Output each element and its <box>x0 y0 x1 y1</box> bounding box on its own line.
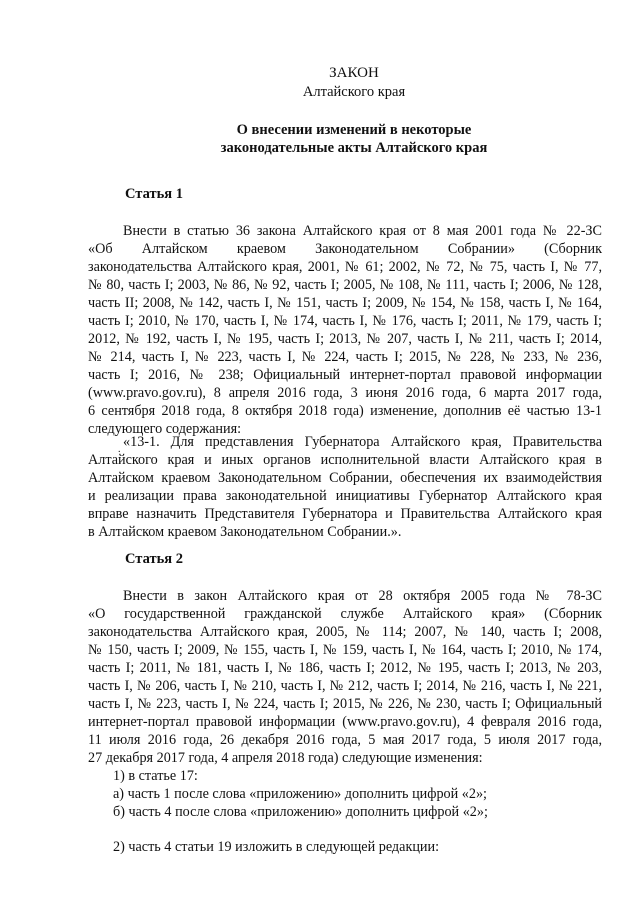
article-1-paragraph <box>88 222 602 438</box>
scan-mark: . <box>118 444 121 455</box>
article-1-quote <box>88 433 602 541</box>
text-line: (www.pravo.gov.ru), 8 апреля 2016 года, 3 июня 2016 года, 6 марта 2017 года, <box>88 385 602 401</box>
text-line: часть I; 2016, № 238; Официальный интернет-портал правовой информации <box>88 367 602 383</box>
text-line: № 150, часть I; 2009, № 155, часть I, № 159, часть I, № 164, часть I; 2010, № 174, <box>88 642 602 658</box>
text-line: 2012, № 192, часть I, № 195, часть I; 2013, № 207, часть I, № 211, часть I; 2014, <box>88 331 602 347</box>
list-item: б) часть 4 после слова «приложению» дополнить цифрой «2»; <box>113 804 488 820</box>
text-line: Алтайском краевом Законодательном Собрании, обеспечения их взаимодействия <box>88 470 602 486</box>
text-line: часть I; 2011, № 181, часть I, № 186, часть I; 2012, № 195, часть I; 2013, № 203, <box>88 660 602 676</box>
text-line: вправе назначить Представителя Губернатора и Правительства Алтайского края <box>88 506 602 522</box>
text-line: законодательства Алтайского края, 2005, № 114; 2007, № 140, часть I; 2008, <box>88 624 602 640</box>
text-line: Внести в статью 36 закона Алтайского края от 8 мая 2001 года № 22-ЗС <box>123 223 602 239</box>
law-title: ЗАКОН <box>329 65 379 81</box>
text-line: 27 декабря 2017 года, 4 апреля 2018 года) следующие изменения: <box>88 750 483 766</box>
text-line: № 80, часть I; 2003, № 86, № 92, часть I; 2005, № 108, № 111, часть I; 2006, № 128, <box>88 277 602 293</box>
list-item: 1) в статье 17: <box>113 768 198 784</box>
law-subject-line-1: О внесении изменений в некоторые <box>236 122 472 138</box>
text-line: часть II; 2008, № 142, часть I, № 151, часть I; 2009, № 154, № 158, часть I, № 164, <box>88 295 602 311</box>
article-2-heading: Статья 2 <box>125 551 183 567</box>
text-line: следующего содержания: <box>88 421 242 437</box>
text-line: № 214, часть I, № 223, часть I, № 224, часть I; 2015, № 228, № 233, № 236, <box>88 349 602 365</box>
article-2-paragraph <box>88 587 602 767</box>
text-line: часть I; 2010, № 170, часть I, № 174, часть I, № 176, часть I; 2011, № 179, часть I; <box>88 313 602 329</box>
text-line: и реализации права законодательной инициативы Губернатор Алтайского края <box>88 488 602 504</box>
article-1-heading: Статья 1 <box>125 186 183 202</box>
text-line: часть I, № 206, часть I, № 210, часть I, № 212, часть I; 2014, № 216, часть I, № 221, <box>88 678 602 694</box>
region-name: Алтайского края <box>302 84 406 100</box>
law-subject <box>0 121 640 157</box>
text-line: законодательства Алтайского края, 2001, № 61; 2002, № 72, № 75, часть I, № 77, <box>88 259 602 275</box>
text-line: интернет-портал правовой информации (www.pravo.gov.ru), 4 февраля 2016 года, <box>88 714 602 730</box>
text-line: «Об Алтайском краевом Законодательном Собрании» (Сборник <box>88 241 602 257</box>
law-subject-line-2: законодательные акты Алтайского края <box>220 140 488 156</box>
text-line: «О государственной гражданской службе Алтайского края» (Сборник <box>88 606 602 622</box>
text-line: часть I, № 223, часть I, № 224, часть I; 2015, № 226, № 230, часть I; Официальный <box>88 696 602 712</box>
text-line: в Алтайском краевом Законодательном Собрании.». <box>88 524 402 540</box>
list-item: 2) часть 4 статьи 19 изложить в следующей редакции: <box>113 839 440 855</box>
text-line: Алтайского края и иных органов исполнительной власти Алтайского края в <box>88 452 602 468</box>
text-line: 6 сентября 2018 года, 8 октября 2018 года) изменение, дополнив её частью 13-1 <box>88 403 602 419</box>
text-line: 11 июля 2016 года, 26 декабря 2016 года, 5 мая 2017 года, 5 июля 2017 года, <box>88 732 602 748</box>
list-item: а) часть 1 после слова «приложению» дополнить цифрой «2»; <box>113 786 487 802</box>
text-line: «13-1. Для представления Губернатора Алтайского края, Правительства <box>123 434 602 450</box>
text-line: Внести в закон Алтайского края от 28 октября 2005 года № 78-ЗС <box>123 588 602 604</box>
